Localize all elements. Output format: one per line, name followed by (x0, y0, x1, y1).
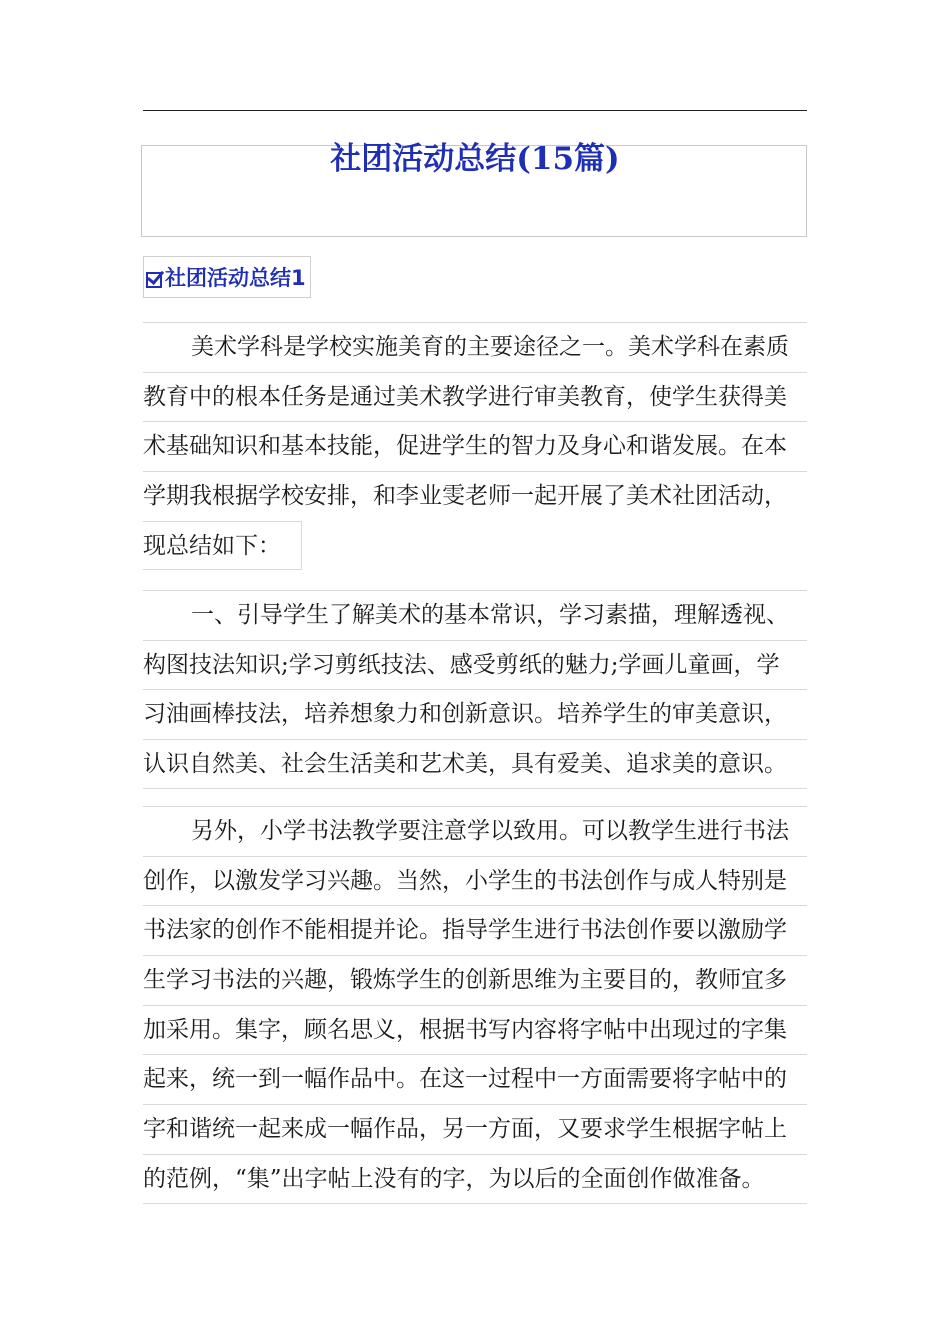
paragraph-line: 学期我根据学校安排，和李业雯老师一起开展了美术社团活动， (143, 471, 807, 521)
document-title: 社团活动总结(15篇) (330, 141, 620, 177)
paragraph-1 (143, 322, 807, 570)
paragraph-line: 另外，小学书法教学要注意学以致用。可以教学生进行书法 (143, 806, 807, 856)
paragraph-3 (143, 806, 807, 1204)
paragraph-line: 认识自然美、社会生活美和艺术美，具有爱美、追求美的意识。 (143, 739, 807, 789)
paragraph-line: 书法家的创作不能相提并论。指导学生进行书法创作要以激励学 (143, 905, 807, 955)
paragraph-line: 起来，统一到一幅作品中。在这一过程中一方面需要将字帖中的 (143, 1054, 807, 1104)
section-heading[interactable] (143, 256, 311, 298)
paragraph-line: 生学习书法的兴趣，锻炼学生的创新思维为主要目的，教师宜多 (143, 955, 807, 1005)
paragraph-line: 术基础知识和基本技能，促进学生的智力及身心和谐发展。在本 (143, 421, 807, 471)
checkbox-icon (146, 272, 162, 288)
paragraph-line: 习油画棒技法，培养想象力和创新意识。培养学生的审美意识， (143, 689, 807, 739)
paragraph-line: 创作，以激发学习兴趣。当然，小学生的书法创作与成人特别是 (143, 856, 807, 906)
paragraph-line: 的范例，“集”出字帖上没有的字，为以后的全面创作做准备。 (143, 1154, 807, 1204)
paragraph-line: 教育中的根本任务是通过美术教学进行审美教育，使学生获得美 (143, 372, 807, 422)
paragraph-line: 一、引导学生了解美术的基本常识，学习素描，理解透视、 (143, 590, 807, 640)
paragraph-line: 构图技法知识;学习剪纸技法、感受剪纸的魅力;学画儿童画，学 (143, 640, 807, 690)
paragraph-line: 加采用。集字，顾名思义，根据书写内容将字帖中出现过的字集 (143, 1005, 807, 1055)
paragraph-line: 现总结如下： (143, 521, 302, 571)
paragraph-line: 字和谐统一起来成一幅作品，另一方面，又要求学生根据字帖上 (143, 1104, 807, 1154)
paragraph-line: 美术学科是学校实施美育的主要途径之一。美术学科在素质 (143, 322, 807, 372)
section-heading-text: 社团活动总结1 (165, 266, 306, 290)
paragraph-2 (143, 590, 807, 789)
top-rule (143, 110, 807, 111)
